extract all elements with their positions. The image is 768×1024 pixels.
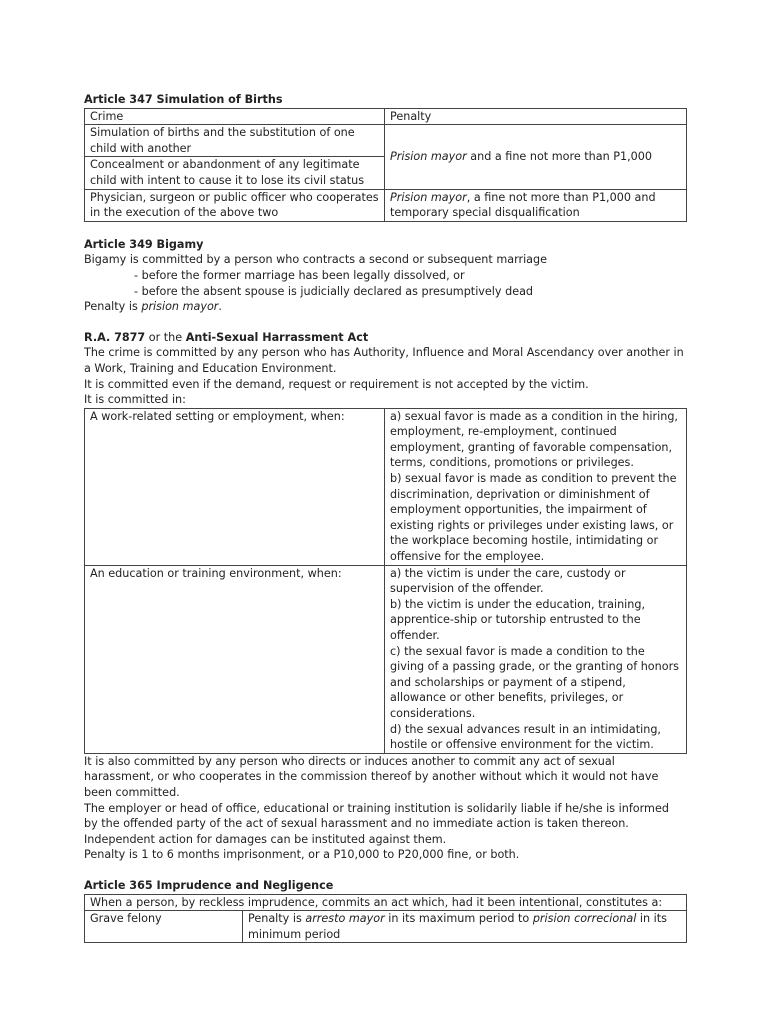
- table-row: [85, 911, 687, 943]
- ra-7877-table: [84, 408, 687, 754]
- paragraph: The employer or head of office, educational or training institution is solidarily liable if he/she is informed by the offended party of the act of sexual harassment and no immediate action is taken thereon. Independent action for damages can be instituted against them.: [84, 801, 669, 846]
- table-header-row: [85, 108, 687, 125]
- column-header-penalty: Penalty: [385, 108, 687, 125]
- ra-7877-heading: [84, 330, 686, 346]
- condition-item: a) the victim is under the care, custody or supervision of the offender.: [390, 566, 626, 596]
- paragraph: It is also committed by any person who directs or induces another to commit any act of sexual harassment, or who cooperates in the commission thereof by another without which it would not have been committed.: [84, 754, 659, 799]
- article-347-table: [84, 108, 687, 222]
- penalty-text: in its maximum period to: [384, 912, 533, 926]
- table-header-row: [85, 894, 687, 911]
- condition-item: b) the victim is under the education, training, apprentice-ship or tutorship entrusted to the offender.: [390, 597, 646, 642]
- spacer: [84, 315, 686, 330]
- list-item: - before the absent spouse is judicially declared as presumptively dead: [134, 284, 534, 298]
- table-header-cell: When a person, by reckless imprudence, commits an act which, had it been intentional, constitutes a:: [85, 894, 687, 911]
- condition-item: c) the sexual favor is made a condition to the giving of a passing grade, or the granting of honors and scholarships or payment of a stipend, allowance or other benefits, privileges, or considerations.: [390, 644, 680, 720]
- heading-bold: R.A. 7877: [84, 330, 146, 344]
- penalty-text: , a fine not more than P1,000 and temporary special disqualification: [390, 190, 656, 220]
- spacer: [84, 222, 686, 237]
- penalty-cell: [243, 911, 687, 943]
- article-349-heading: Article 349 Bigamy: [84, 237, 204, 251]
- spacer: [84, 863, 686, 878]
- penalty-text: Penalty is: [248, 912, 306, 926]
- penalty-cell: [385, 189, 687, 221]
- penalty-text: and a fine not more than P1,000: [466, 150, 653, 164]
- penalty-italic: arresto mayor: [305, 912, 385, 926]
- paragraph: Bigamy is committed by a person who contracts a second or subsequent marriage: [84, 253, 548, 267]
- condition-item: b) sexual favor is made as condition to prevent the discrimination, deprivation or diminishment of employment opportunities, the impairment of existing rights or privileges under existing laws, or the workplace becoming hostile, intimidating or offensive for the employee.: [390, 472, 677, 564]
- heading-text: or the: [145, 330, 186, 344]
- condition-item: a) sexual favor is made as a condition in the hiring, employment, re-employment, continued employment, granting of favorable compensation, terms, conditions, promotions or privileges.: [390, 409, 678, 470]
- penalty-italic: Prision mayor: [390, 150, 467, 164]
- penalty-cell: [385, 125, 687, 189]
- conditions-cell: [385, 565, 687, 753]
- condition-item: d) the sexual advances result in an intimidating, hostile or offensive environment for the victim.: [390, 722, 661, 752]
- paragraph: It is committed even if the demand, request or requirement is not accepted by the victim.: [84, 377, 589, 391]
- penalty-italic: prision mayor: [141, 300, 219, 314]
- conditions-cell: [385, 408, 687, 565]
- penalty-text: in its minimum period: [248, 912, 667, 941]
- crime-cell: Simulation of births and the substitution of one child with another: [85, 125, 385, 157]
- list-item: - before the former marriage has been legally dissolved, or: [134, 268, 465, 282]
- paragraph: It is committed in:: [84, 393, 186, 407]
- table-row: [85, 565, 687, 753]
- column-header-crime: Crime: [85, 108, 385, 125]
- article-365-heading: Article 365 Imprudence and Negligence: [84, 878, 334, 892]
- article-365-table: [84, 894, 687, 944]
- table-row: [85, 408, 687, 565]
- setting-cell: An education or training environment, when:: [85, 565, 385, 753]
- document-page: [84, 92, 686, 943]
- paragraph: The crime is committed by any person who has Authority, Influence and Moral Ascendancy over another in a Work, Training and Education Environment.: [84, 346, 684, 375]
- crime-cell: Physician, surgeon or public officer who cooperates in the execution of the above two: [85, 189, 385, 221]
- paragraph: Penalty is 1 to 6 months imprisonment, or a P10,000 to P20,000 fine, or both.: [84, 848, 520, 862]
- penalty-prefix: Penalty is: [84, 300, 142, 314]
- table-row: [85, 125, 687, 157]
- felony-cell: Grave felony: [85, 911, 243, 943]
- penalty-italic: Prision mayor: [390, 190, 467, 204]
- heading-bold: Anti-Sexual Harrassment Act: [185, 330, 369, 344]
- crime-cell: Concealment or abandonment of any legitimate child with intent to cause it to lose its civil status: [85, 157, 385, 189]
- penalty-suffix: .: [218, 300, 222, 314]
- table-row: [85, 189, 687, 221]
- penalty-italic: prision correcional: [532, 912, 637, 926]
- article-347-heading: Article 347 Simulation of Births: [84, 93, 283, 106]
- setting-cell: A work-related setting or employment, when:: [85, 408, 385, 565]
- penalty-line: [84, 299, 686, 315]
